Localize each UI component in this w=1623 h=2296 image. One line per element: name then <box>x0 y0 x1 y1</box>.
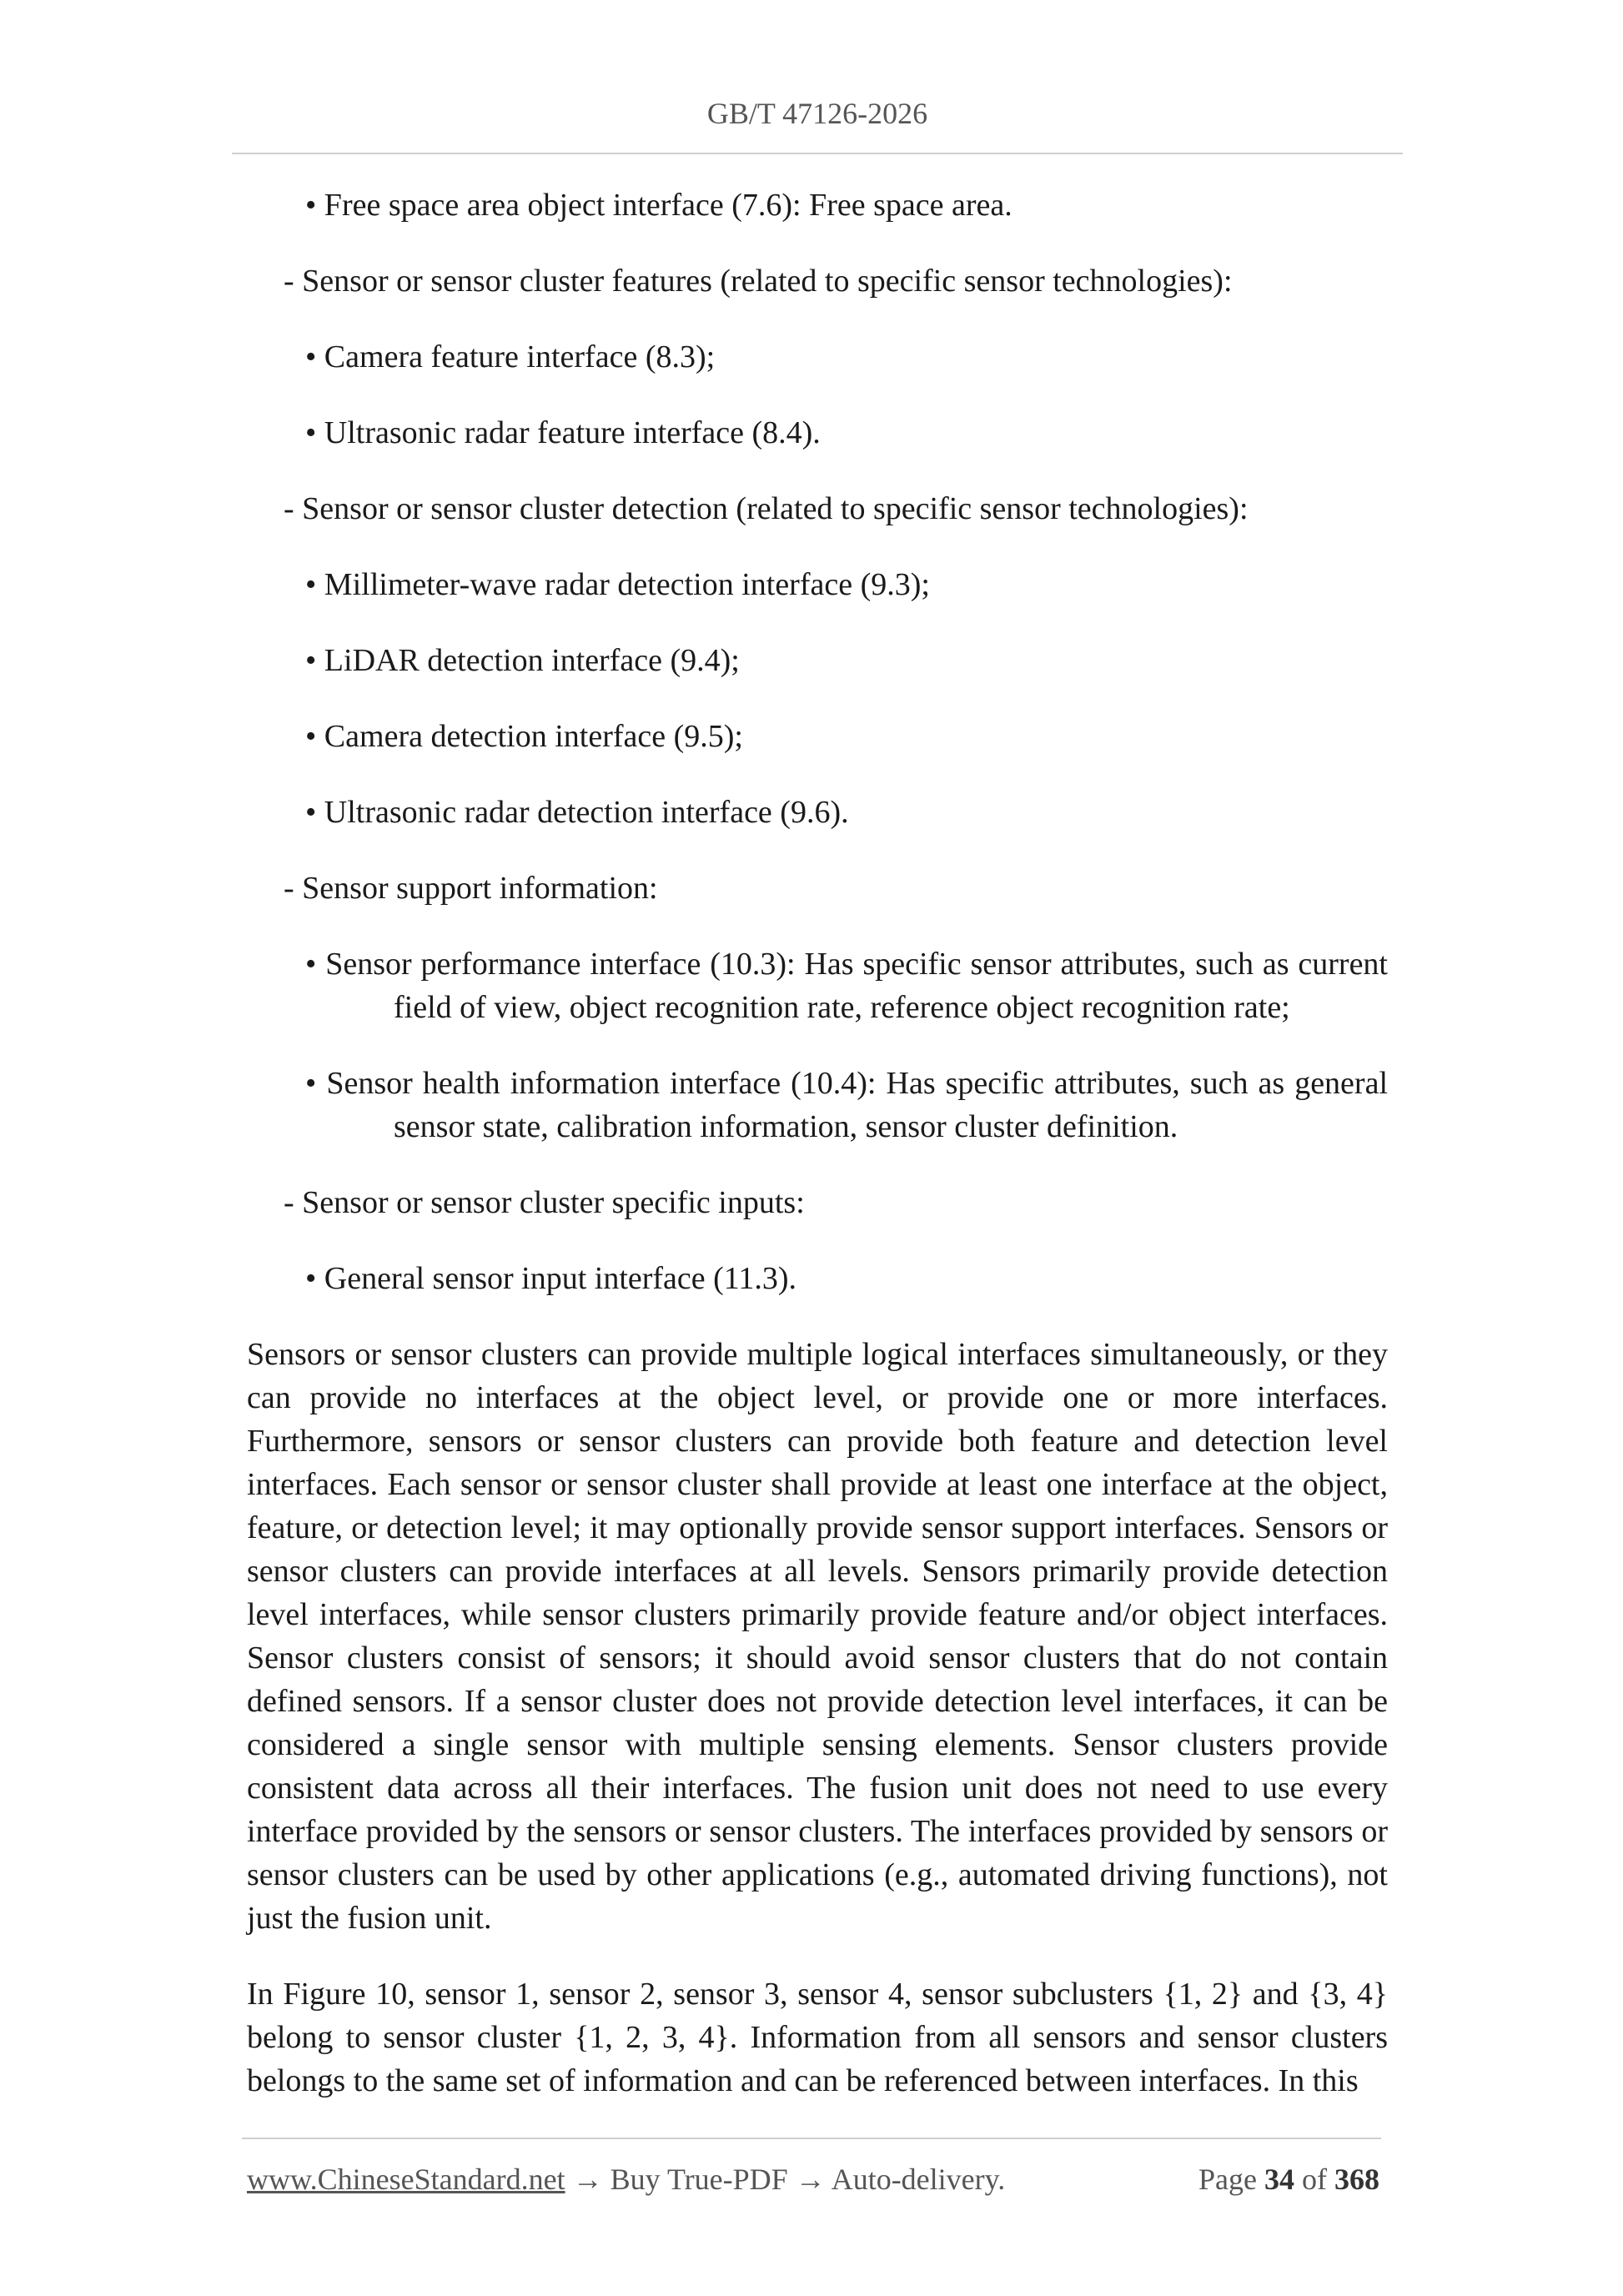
page-label: Page <box>1198 2163 1257 2196</box>
footer-divider <box>242 2138 1381 2139</box>
document-code: GB/T 47126-2026 <box>706 97 928 130</box>
list-item-text: • Sensor performance interface (10.3): Has specific sensor attributes, such as current field of view, object recognition rate, reference object recognition rate; <box>305 947 1388 1025</box>
page-number: 34 <box>1264 2163 1294 2196</box>
list-item-text: - Sensor support information: <box>284 871 658 906</box>
list-item-text: • Ultrasonic radar detection interface (9.6). <box>305 795 849 830</box>
list-item <box>247 335 1388 379</box>
list-item <box>247 411 1388 455</box>
list-item-text: • General sensor input interface (11.3). <box>305 1261 797 1296</box>
page-total: 368 <box>1334 2163 1379 2196</box>
list-item-text: • Sensor health information interface (10.4): Has specific attributes, such as general sensor state, calibration information, sensor cluster definition. <box>305 1066 1388 1144</box>
list-item <box>247 715 1388 758</box>
list-item-text: • Free space area object interface (7.6): Free space area. <box>305 188 1012 223</box>
list-item <box>247 563 1388 606</box>
footer-tagline: → Buy True-PDF → Auto-delivery. <box>565 2163 1006 2196</box>
list-item <box>247 183 1388 227</box>
list-item <box>247 639 1388 682</box>
list-item-text: • Ultrasonic radar feature interface (8.4). <box>305 415 821 450</box>
page-content <box>247 183 1388 2135</box>
footer-promo <box>247 2159 1005 2199</box>
list-item <box>247 1062 1388 1148</box>
page-header <box>232 93 1403 133</box>
of-label: of <box>1302 2163 1327 2196</box>
list-item-text: • Camera feature interface (8.3); <box>305 339 716 374</box>
page-footer <box>247 2159 1379 2199</box>
list-item-text: - Sensor or sensor cluster detection (related to specific sensor technologies): <box>284 491 1249 526</box>
list-item-text: - Sensor or sensor cluster specific inputs: <box>284 1185 805 1220</box>
header-divider <box>232 153 1403 154</box>
page-counter <box>1198 2159 1379 2199</box>
list-item <box>247 867 1388 910</box>
list-item-text: • Camera detection interface (9.5); <box>305 719 743 754</box>
list-item <box>247 942 1388 1029</box>
list-item <box>247 487 1388 530</box>
body-paragraph: In Figure 10, sensor 1, sensor 2, sensor 3, sensor 4, sensor subclusters {1, 2} and {3, 4} belong to sensor cluster {1, 2, 3, 4}. Information from all sensors and sensor clusters belongs to the same set of information and can be referenced between interfaces. In this <box>247 1977 1388 2098</box>
list-item <box>247 1181 1388 1224</box>
list-item <box>247 791 1388 834</box>
list-item <box>247 1257 1388 1300</box>
list-item-text: • Millimeter-wave radar detection interface (9.3); <box>305 567 930 602</box>
body-paragraph: Sensors or sensor clusters can provide multiple logical interfaces simultaneously, or they can provide no interfaces at the object level, or provide one or more interfaces. Furthermore, sensors or sensor clusters can provide both feature and detection level interfaces. Each sensor or sensor cluster shall provide at least one interface at the object, feature, or detection level; it may optionally provide sensor support interfaces. Sensors or sensor clusters can provide interfaces at all levels. Sensors primarily provide detection level interfaces, while sensor clusters primarily provide feature and/or object interfaces. Sensor clusters consist of sensors; it should avoid sensor clusters that do not contain defined sensors. If a sensor cluster does not provide detection level interfaces, it can be considered a single sensor with multiple sensing elements. Sensor clusters provide consistent data across all their interfaces. The fusion unit does not need to use every interface provided by the sensors or sensor clusters. The interfaces provided by sensors or sensor clusters can be used by other applications (e.g., automated driving functions), not just the fusion unit. <box>247 1337 1388 1936</box>
list-item <box>247 259 1388 303</box>
list-item-text: - Sensor or sensor cluster features (related to specific sensor technologies): <box>284 264 1233 299</box>
site-link[interactable]: www.ChineseStandard.net <box>247 2163 565 2196</box>
list-item-text: • LiDAR detection interface (9.4); <box>305 643 740 678</box>
